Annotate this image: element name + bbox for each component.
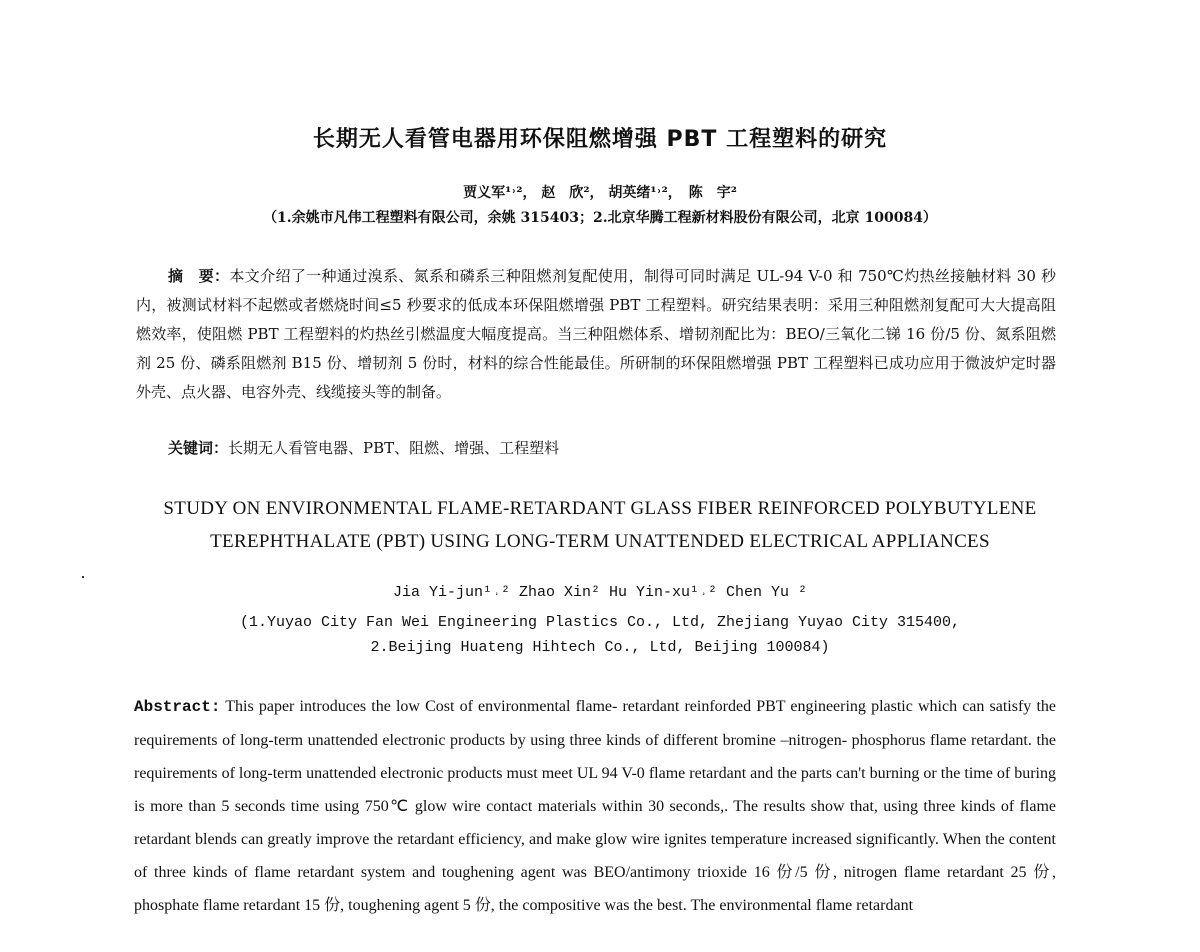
english-title: STUDY ON ENVIRONMENTAL FLAME-RETARDANT GLASS FIBER REINFORCED POLYBUTYLENE TEREPHTHALATE (PBT) USING LONG-TERM UNATTENDED ELECTRICAL APPLIANCES — [163, 498, 1037, 552]
chinese-authors: 贾义军¹˒²， 赵 欣²， 胡英绪¹˒²， 陈 宇² — [463, 185, 737, 201]
english-affiliation-line-2: 2.Beijing Huateng Hihtech Co., Ltd, Beijing 100084) — [370, 639, 830, 656]
chinese-keywords-text: 长期无人看管电器、PBT、阻燃、增强、工程塑料 — [228, 439, 560, 457]
chinese-keywords-label: 关键词： — [168, 439, 229, 457]
english-abstract — [134, 690, 1056, 922]
english-abstract-label: Abstract: — [134, 698, 221, 716]
scan-speck — [82, 576, 84, 578]
english-authors: Jia Yi-jun¹˒² Zhao Xin² Hu Yin-xu¹˒² Chen Yu ² — [392, 584, 808, 601]
chinese-abstract — [136, 262, 1056, 407]
english-affiliation-line-1: (1.Yuyao City Fan Wei Engineering Plastics Co., Ltd, Zhejiang Yuyao City 315400, — [239, 614, 961, 631]
chinese-abstract-text: 本文介绍了一种通过溴系、氮系和磷系三种阻燃剂复配使用，制得可同时满足 UL-94 V-0 和 750℃灼热丝接触材料 30 秒内，被测试材料不起燃或者燃烧时间≤5 秒要求的低成本环保阻燃增强 PBT 工程塑料。研究结果表明：采用三种阻燃剂复配可大大提高阻燃效率，使阻燃 PBT 工程塑料的灼热丝引燃温度大幅度提高。当三种阻燃体系、增韧剂配比为：BEO/三氧化二锑 16 份/5 份、氮系阻燃剂 25 份、磷系阻燃剂 B15 份、增韧剂 5 份时，材料的综合性能最佳。所研制的环保阻燃增强 PBT 工程塑料已成功应用于微波炉定时器外壳、点火器、电容外壳、线缆接头等的制备。 — [136, 267, 1056, 401]
english-affiliation — [0, 610, 1200, 660]
chinese-keywords — [168, 434, 1048, 463]
chinese-abstract-label: 摘 要： — [168, 267, 230, 285]
english-abstract-text: This paper introduces the low Cost of environmental flame- retardant reinforded PBT engineering plastic which can satisfy the requirements of long-term unattended electronic products by using three kinds of different bromine –nitrogen- phosphorus flame retardant. the requirements of long-term unattended electronic products must meet UL 94 V-0 flame retardant and the parts can't burning or the time of buring is more than 5 seconds time using 750℃ glow wire contact materials within 30 seconds,. The results show that, using three kinds of flame retardant blends can greatly improve the retardant efficiency, and make glow wire ignites temperature increased significantly. When the content of three kinds of flame retardant system and toughening agent was BEO/antimony trioxide 16 份/5 份, nitrogen flame retardant 25 份, phosphate flame retardant 15 份, toughening agent 5 份, the compositive was the best. The environmental flame retardant — [134, 698, 1056, 914]
chinese-affiliation: （1.余姚市凡伟工程塑料有限公司，余姚 315403；2.北京华腾工程新材料股份有限公司，北京 100084） — [263, 210, 937, 226]
chinese-title: 长期无人看管电器用环保阻燃增强 PBT 工程塑料的研究 — [312, 127, 888, 152]
